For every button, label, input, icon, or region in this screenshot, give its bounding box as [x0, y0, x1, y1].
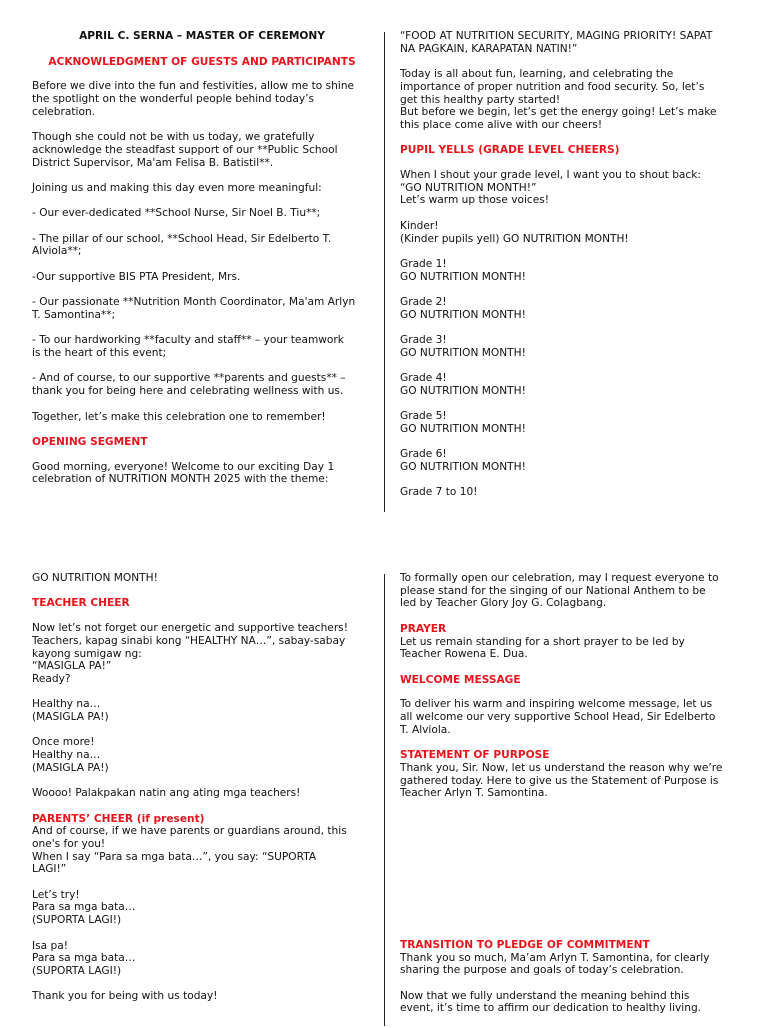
cheer-line: Grade 2! GO NUTRITION MONTH!	[400, 295, 526, 321]
cheer-line: Once more! Healthy na… (MASIGLA PA!)	[32, 736, 109, 774]
statement-of-purpose-heading: STATEMENT OF PURPOSE	[400, 749, 550, 762]
page1-right-column	[400, 30, 740, 512]
cheer-line: Healthy na… (MASIGLA PA!)	[32, 698, 109, 723]
paragraph: Thank you so much, Ma’am Arlyn T. Samontina, for clearly sharing the purpose and goals of today’s celebration.	[400, 951, 710, 977]
paragraph: Now that we fully understand the meaning behind this event, it’s time to affirm our dedication to healthy living.	[400, 989, 702, 1015]
cheer-line: Isa pa! Para sa mga bata… (SUPORTA LAGI!)	[32, 939, 136, 977]
cheer-line: Grade 1! GO NUTRITION MONTH!	[400, 257, 526, 283]
cheer-line: Kinder! (Kinder pupils yell) GO NUTRITION MONTH!	[400, 219, 629, 245]
cheer-line: Grade 5! GO NUTRITION MONTH!	[400, 410, 526, 435]
paragraph: Together, let’s make this celebration one to remember!	[32, 410, 326, 423]
cheer-line: GO NUTRITION MONTH!	[32, 572, 158, 584]
document-title: APRIL C. SERNA – MASTER OF CEREMONY	[79, 30, 325, 42]
list-item: - And of course, to our supportive **parents and guests** – thank you for being here and celebrating wellness with us.	[32, 372, 346, 398]
paragraph: Thank you, Sir. Now, let us understand the reason why we’re gathered today. Here to give us the Statement of Purpose is Teacher Arlyn T. Samontina.	[400, 761, 723, 800]
document-page-2	[0, 572, 768, 1024]
list-item: - Our ever-dedicated **School Nurse, Sir Noel B. Tiu**;	[32, 207, 321, 220]
opening-segment-heading: OPENING SEGMENT	[32, 435, 148, 448]
column-divider	[384, 32, 385, 512]
list-item: - To our hardworking **faculty and staff** – your teamwork is the heart of this event;	[32, 334, 344, 360]
cheer-line: Grade 3! GO NUTRITION MONTH!	[400, 334, 526, 359]
cheer-line: Grade 6! GO NUTRITION MONTH!	[400, 448, 526, 474]
column-divider	[384, 574, 385, 1026]
paragraph: Let us remain standing for a short prayer to be led by Teacher Rowena E. Dua.	[400, 635, 685, 661]
parents-cheer-heading: PARENTS’ CHEER (if present)	[32, 812, 205, 825]
paragraph: Now let’s not forget our energetic and supportive teachers! Teachers, kapag sinabi kong “HEALTHY NA…”, sabay-sabay kayong sumigaw ng: “MASIGLA PA!” Ready?	[32, 622, 348, 685]
paragraph: Woooo! Palakpakan natin ang ating mga teachers!	[32, 787, 301, 800]
paragraph: Thank you for being with us today!	[32, 990, 218, 1003]
list-item: - Our passionate **Nutrition Month Coordinator, Ma'am Arlyn T. Samontina**;	[32, 296, 356, 321]
paragraph: And of course, if we have parents or guardians around, this one's for you! When I say “Para sa mga bata…”, you say: “SUPORTA LAGI!”	[32, 825, 347, 876]
prayer-heading: PRAYER	[400, 622, 447, 635]
document-page-1	[0, 30, 768, 514]
cheer-line: Grade 7 to 10!	[400, 486, 478, 499]
acknowledgment-heading: ACKNOWLEDGMENT OF GUESTS AND PARTICIPANTS	[48, 55, 356, 68]
teacher-cheer-heading: TEACHER CHEER	[32, 597, 130, 610]
list-item: - The pillar of our school, **School Head, Sir Edelberto T. Alviola**;	[32, 232, 332, 258]
theme-quote: “FOOD AT NUTRITION SECURITY, MAGING PRIORITY! SAPAT NA PAGKAIN, KARAPATAN NATIN!”	[400, 30, 713, 55]
paragraph: Before we dive into the fun and festivities, allow me to shine the spotlight on the wonderful people behind today’s celebration.	[32, 80, 355, 118]
cheer-line: Grade 4! GO NUTRITION MONTH!	[400, 372, 526, 397]
paragraph: To formally open our celebration, may I request everyone to please stand for the singing of our National Anthem to be led by Teacher Glory Joy G. Colagbang.	[400, 572, 719, 610]
paragraph: When I shout your grade level, I want you to shout back: “GO NUTRITION MONTH!” Let’s warm up those voices!	[400, 169, 701, 207]
page2-right-column	[400, 572, 740, 1028]
cheer-line: Let’s try! Para sa mga bata… (SUPORTA LAGI!)	[32, 888, 136, 927]
paragraph: Good morning, everyone! Welcome to our exciting Day 1 celebration of NUTRITION MONTH 2025 with the theme:	[32, 460, 335, 486]
pledge-transition-heading: TRANSITION TO PLEDGE OF COMMITMENT	[400, 938, 650, 951]
list-item: -Our supportive BIS PTA President, Mrs.	[32, 270, 241, 283]
paragraph: Joining us and making this day even more meaningful:	[32, 182, 322, 194]
page1-left-column	[32, 30, 372, 499]
paragraph: Today is all about fun, learning, and celebrating the importance of proper nutrition and food security. So, let’s get this healthy party started! But before we begin, let’s get the energy going! Let’s make this place come alive with our cheers!	[400, 68, 717, 131]
pupil-yells-heading: PUPIL YELLS (GRADE LEVEL CHEERS)	[400, 144, 620, 157]
page2-left-column	[32, 572, 372, 1016]
paragraph: Though she could not be with us today, we gratefully acknowledge the steadfast support of our **Public School District Supervisor, Ma'am Felisa B. Batistil**.	[32, 131, 338, 169]
paragraph: To deliver his warm and inspiring welcome message, let us all welcome our very supportive School Head, Sir Edelberto T. Alviola.	[400, 698, 716, 736]
welcome-message-heading: WELCOME MESSAGE	[400, 673, 521, 686]
